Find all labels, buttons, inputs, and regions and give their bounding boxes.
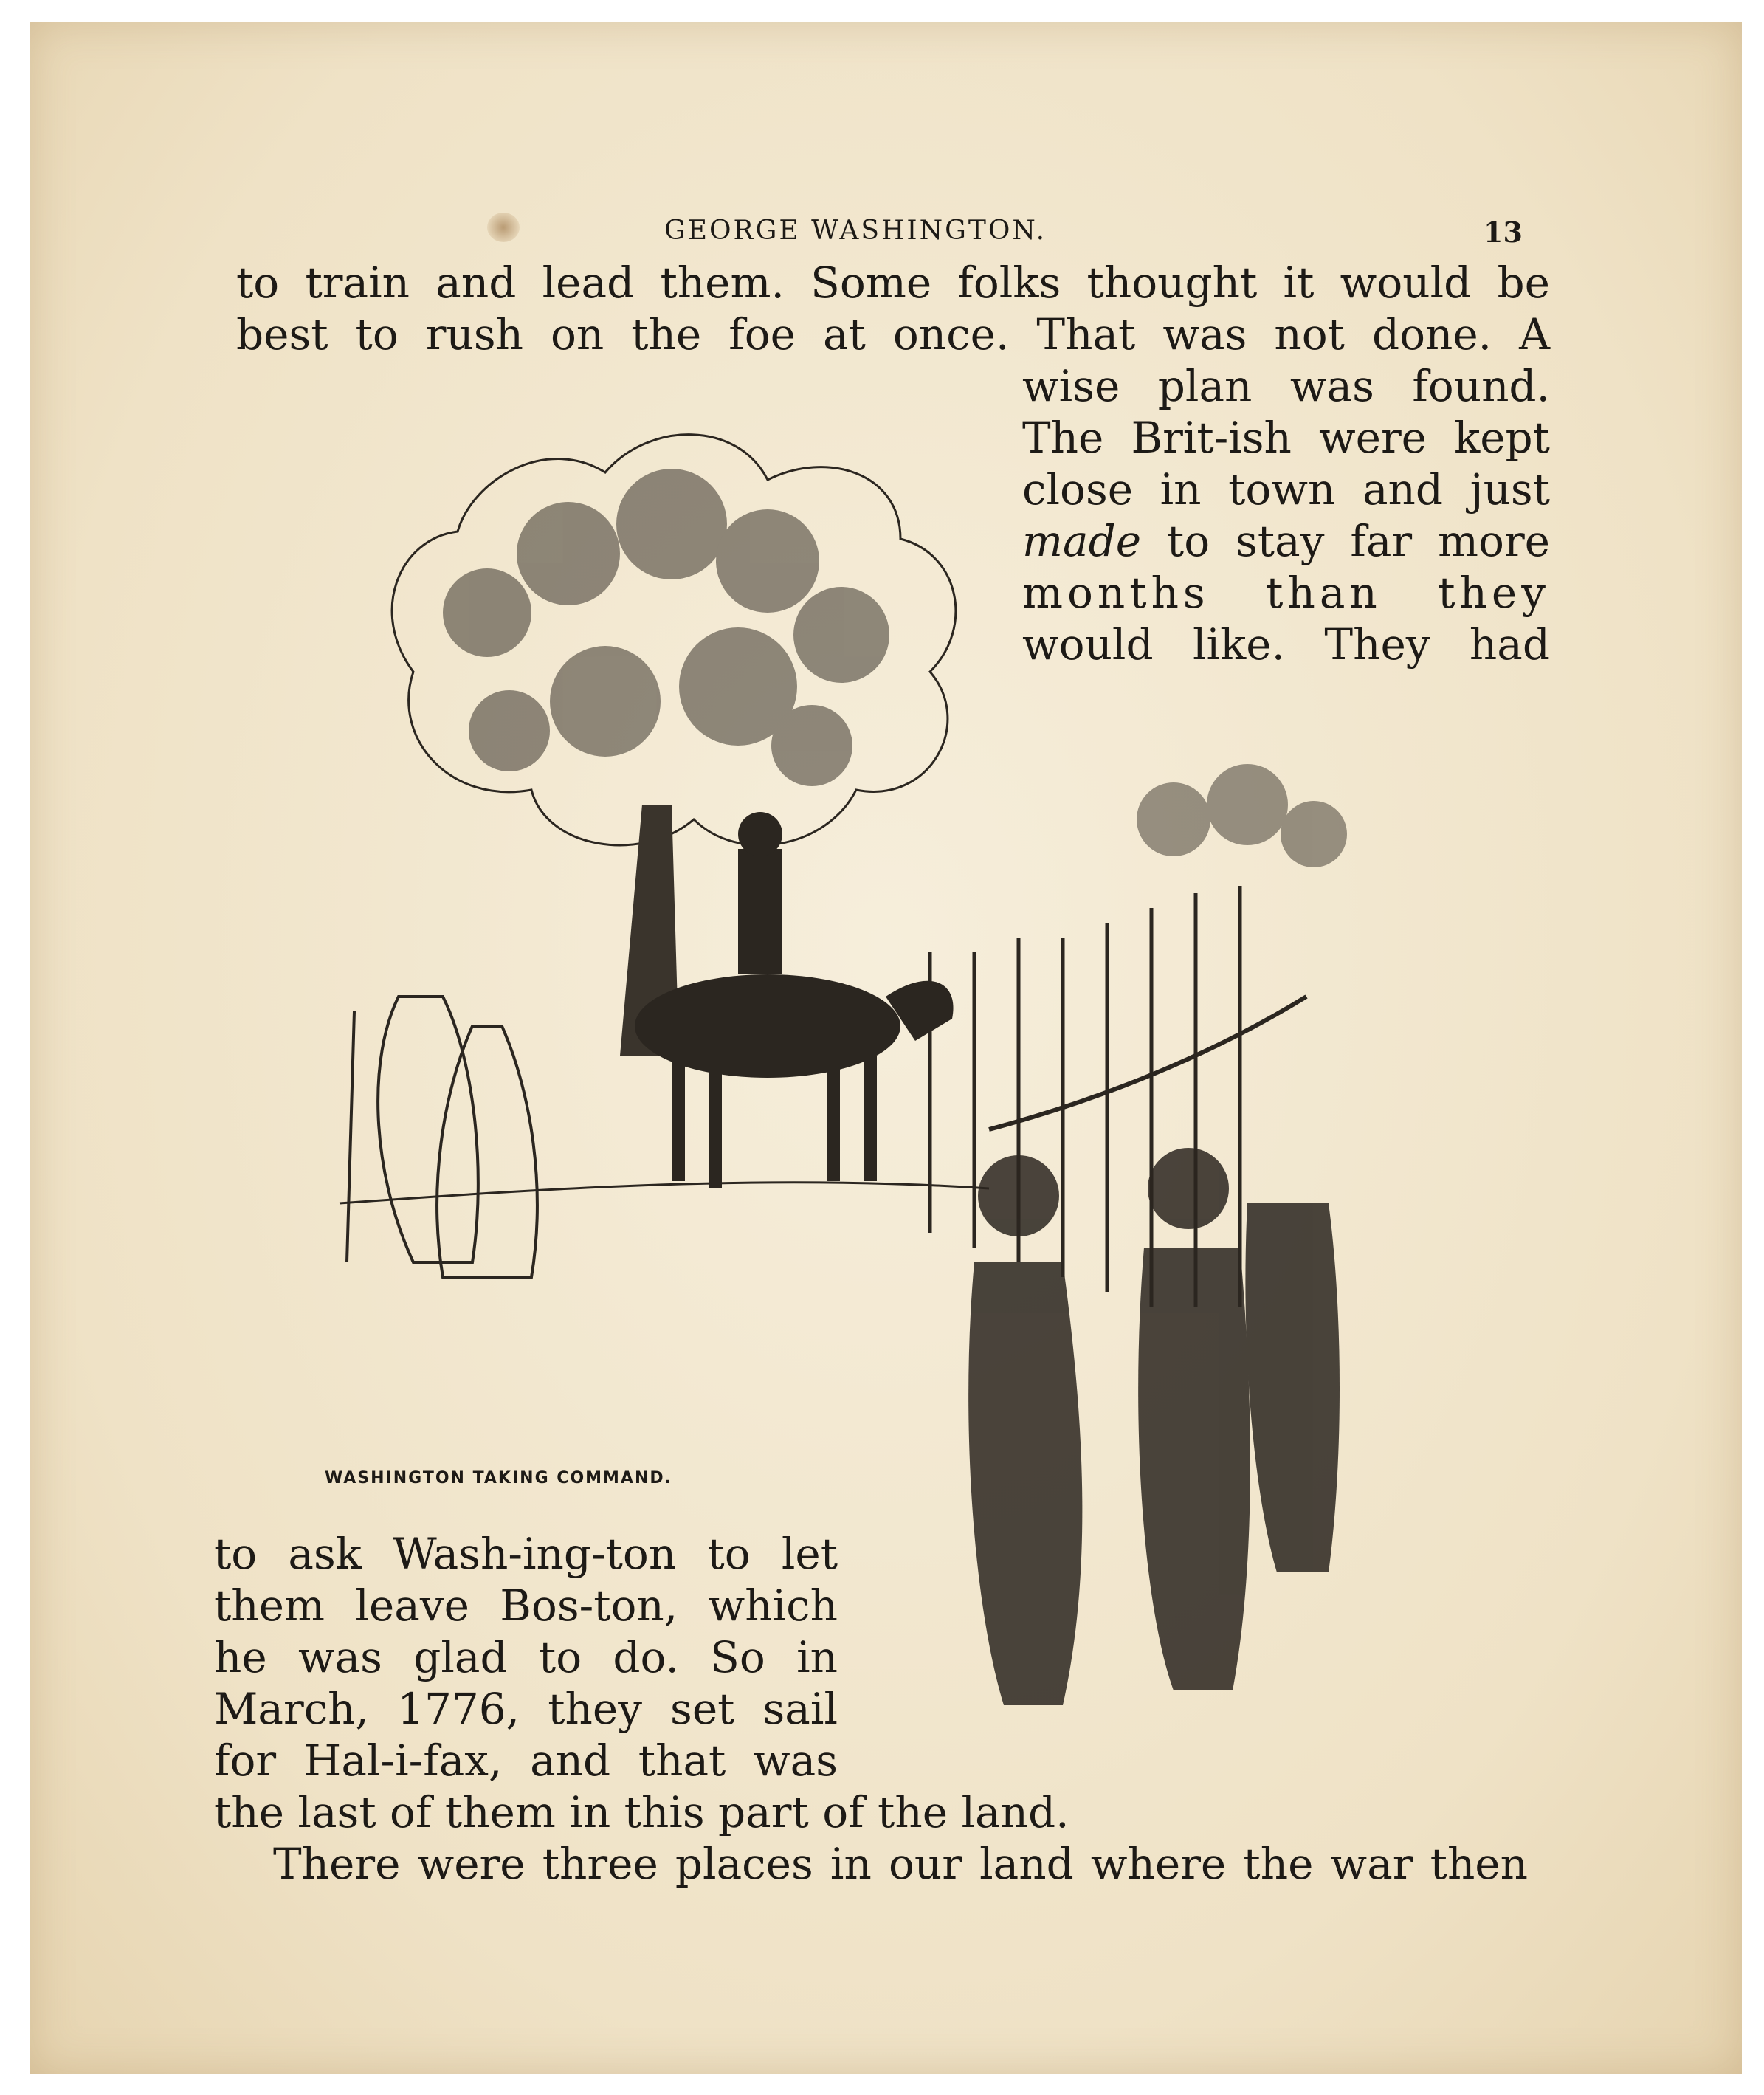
italic-word: made [1022, 516, 1142, 566]
text-line: them leave Bos-ton, which [214, 1580, 838, 1631]
text-line: he was glad to do. So in [214, 1632, 838, 1682]
text-line: months than they [1022, 568, 1550, 618]
text-line: The Brit-ish were kept [1022, 413, 1550, 463]
text-line: wise plan was found. [1022, 361, 1550, 411]
text-line: to ask Wash-ing-ton to let [214, 1529, 838, 1579]
book-page [30, 22, 1742, 2074]
text-line: would like. They had [1022, 619, 1550, 670]
text-line: There were three places in our land where the war then [273, 1839, 1528, 1889]
text-line: to train and lead them. Some folks thought it would be [236, 258, 1550, 308]
text-line: best to rush on the foe at once. That was not done. A [236, 309, 1550, 360]
page-number: 13 [1484, 216, 1523, 249]
page-header [30, 216, 1742, 252]
running-title: GEORGE WASHINGTON. [664, 216, 1047, 246]
text-line: the last of them in this part of the land. [214, 1787, 1069, 1837]
text-line: close in town and just [1022, 464, 1550, 515]
text-line: for Hal-i-fax, and that was [214, 1735, 838, 1786]
illustration-caption: WASHINGTON TAKING COMMAND. [325, 1469, 672, 1487]
text-line: March, 1776, they set sail [214, 1684, 838, 1734]
text-line-rest: to stay far more [1141, 516, 1550, 566]
